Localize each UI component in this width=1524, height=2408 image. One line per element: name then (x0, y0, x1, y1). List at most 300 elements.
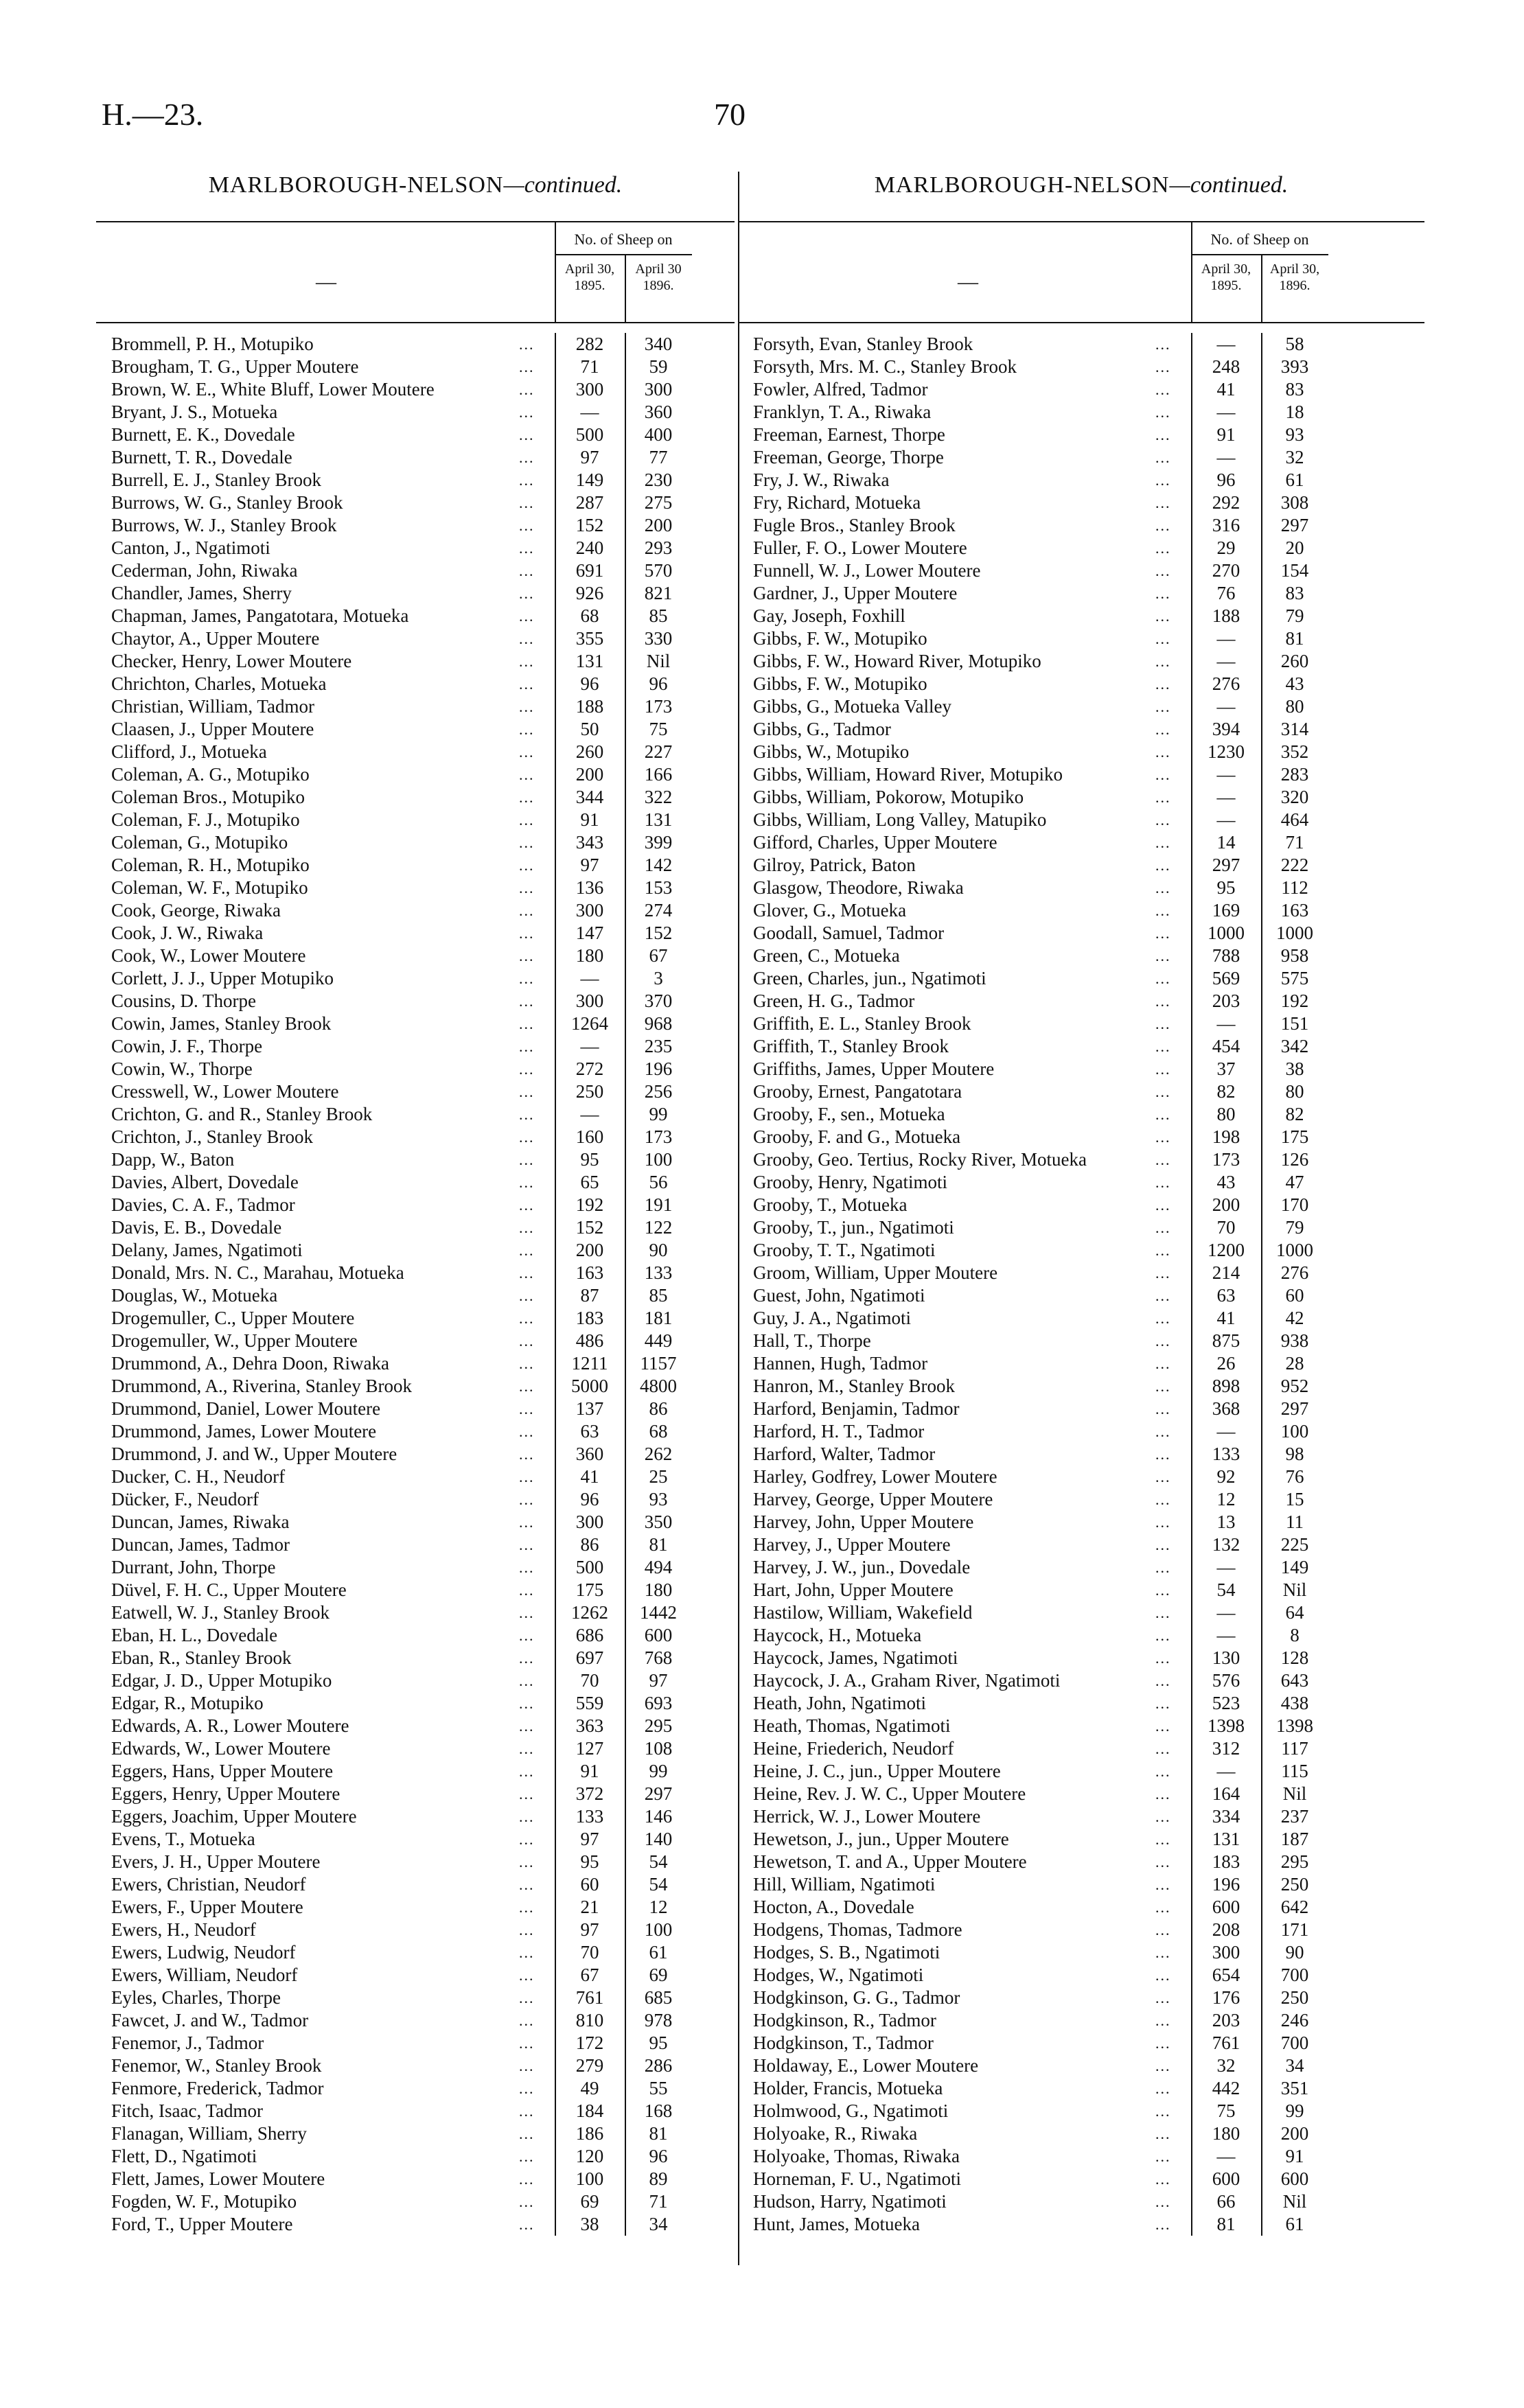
leader-dots: ... (1155, 2193, 1171, 2210)
sheep-1895: 188 (575, 696, 604, 717)
owner-name: Edwards, A. R., Lower Moutere (111, 1715, 349, 1736)
sheep-1896: 90 (649, 1240, 668, 1260)
sheep-1895: 63 (580, 1421, 599, 1442)
sheep-1895: 344 (575, 787, 604, 807)
leader-dots: ... (519, 1582, 535, 1599)
sheep-1896: 286 (644, 2055, 673, 2076)
leader-dots: ... (519, 1219, 535, 1236)
sheep-1896: 575 (1280, 968, 1309, 988)
ledger-row (96, 1692, 735, 1715)
owner-name: Chandler, James, Sherry (111, 583, 292, 603)
sheep-1896: 80 (1285, 696, 1304, 717)
ledger-row (96, 1103, 735, 1126)
ledger-row (738, 809, 1424, 831)
leader-dots: ... (519, 1763, 535, 1780)
ledger-row (96, 673, 735, 695)
leader-dots: ... (1155, 902, 1171, 919)
owner-name: Holyoake, Thomas, Riwaka (753, 2146, 960, 2166)
sheep-1896: 360 (644, 402, 673, 422)
owner-name: Heine, J. C., jun., Upper Moutere (753, 1761, 1001, 1781)
sheep-1896: 54 (649, 1851, 668, 1872)
sheep-1895: 41 (1216, 379, 1236, 400)
sheep-1896: 978 (644, 2010, 673, 2030)
sheep-1896: 42 (1285, 1308, 1304, 1328)
sheep-1896: 122 (644, 1217, 673, 1238)
ledger-row (96, 763, 735, 786)
sheep-1896: 260 (1280, 651, 1309, 671)
sheep-1896: Nil (1282, 1579, 1307, 1600)
owner-name: Edgar, R., Motupiko (111, 1693, 264, 1713)
ledger-row (96, 1851, 735, 1873)
ledger-row (738, 1828, 1424, 1851)
sheep-1895: 97 (580, 855, 599, 875)
page-number: 70 (714, 97, 746, 132)
ledger-row (96, 877, 735, 899)
sheep-1896: 370 (644, 991, 673, 1011)
ledger-row (738, 401, 1424, 424)
sheep-1895: 214 (1212, 1262, 1240, 1283)
owner-name: Clifford, J., Motueka (111, 741, 267, 762)
owner-name: Drogemuller, C., Upper Moutere (111, 1308, 355, 1328)
ledger-row (96, 2122, 735, 2145)
leader-dots: ... (519, 1423, 535, 1440)
ledger-row (738, 1601, 1424, 1624)
sheep-1896: 196 (644, 1058, 673, 1079)
ledger-row (738, 899, 1424, 922)
owner-name: Drummond, Daniel, Lower Moutere (111, 1398, 381, 1419)
sheep-1895: 761 (1212, 2033, 1240, 2053)
owner-name: Hodgens, Thomas, Tadmore (753, 1919, 962, 1940)
sheep-1896: 85 (649, 1285, 668, 1306)
ledger-row (738, 1919, 1424, 1941)
ledger-row (96, 2190, 735, 2213)
sheep-1896: 97 (649, 1670, 668, 1691)
sheep-1896: 400 (644, 424, 673, 445)
ledger-row (96, 1624, 735, 1647)
sheep-1896: 81 (649, 2123, 668, 2144)
ledger-row (738, 1964, 1424, 1987)
owner-name: Fenmore, Frederick, Tadmor (111, 2078, 324, 2098)
ledger-row (96, 424, 735, 446)
leader-dots: ... (519, 1355, 535, 1372)
ledger-row (738, 1511, 1424, 1533)
sheep-1895: 270 (1212, 560, 1240, 581)
leader-dots: ... (1155, 1491, 1171, 1508)
sheep-1896: 225 (1280, 1534, 1309, 1555)
sheep-1896: 64 (1285, 1602, 1304, 1623)
ledger-row (96, 1171, 735, 1194)
leader-dots: ... (519, 449, 535, 466)
ledger-row (738, 1330, 1424, 1352)
owner-name: Edgar, J. D., Upper Motupiko (111, 1670, 332, 1691)
ledger-row (96, 1579, 735, 1601)
ledger-row (738, 922, 1424, 945)
owner-name: Eban, R., Stanley Brook (111, 1647, 292, 1668)
owner-name: Fuller, F. O., Lower Moutere (753, 537, 967, 558)
sheep-1895: — (1216, 334, 1236, 354)
owner-name: Hall, T., Thorpe (753, 1330, 871, 1351)
sheep-1896: 100 (644, 1149, 673, 1170)
leader-dots: ... (1155, 1015, 1171, 1032)
owner-name: Fawcet, J. and W., Tadmor (111, 2010, 309, 2030)
sheep-1896: 262 (644, 1444, 673, 1464)
ledger-row (96, 1126, 735, 1148)
sheep-1895: 60 (580, 1874, 599, 1895)
leader-dots: ... (1155, 1967, 1171, 1984)
sheep-1895: 133 (1212, 1444, 1240, 1464)
sheep-1895: — (1216, 1761, 1236, 1781)
table-header (96, 221, 735, 323)
owner-name: Grooby, T. T., Ngatimoti (753, 1240, 936, 1260)
ledger-row (738, 990, 1424, 1012)
ledger-row (96, 401, 735, 424)
ledger-row (96, 899, 735, 922)
leader-dots: ... (519, 1649, 535, 1667)
owner-name: Heath, John, Ngatimoti (753, 1693, 926, 1713)
sheep-1896: 25 (649, 1466, 668, 1487)
leader-dots: ... (519, 472, 535, 489)
page-reference: H.—23. (102, 97, 204, 132)
leader-dots: ... (1155, 1378, 1171, 1395)
ledger-row (96, 1262, 735, 1284)
sheep-1895: 300 (575, 991, 604, 1011)
ledger-row (738, 333, 1424, 356)
sheep-1896: 180 (644, 1579, 673, 1600)
sheep-1896: 968 (644, 1013, 673, 1034)
ledger-row (96, 1760, 735, 1783)
sheep-1896: 55 (649, 2078, 668, 2098)
owner-name: Drummond, James, Lower Moutere (111, 1421, 377, 1442)
sheep-1896: 99 (1285, 2100, 1304, 2121)
leader-dots: ... (519, 1536, 535, 1553)
ledger-row (738, 1851, 1424, 1873)
ledger-row (96, 695, 735, 718)
sheep-1896: 83 (1285, 583, 1304, 603)
sheep-1895: 576 (1212, 1670, 1240, 1691)
header-group-label: No. of Sheep on (574, 231, 673, 248)
ledger-row (96, 537, 735, 559)
leader-dots: ... (519, 2193, 535, 2210)
ledger-row (96, 2032, 735, 2054)
owner-name: Düvel, F. H. C., Upper Moutere (111, 1579, 347, 1600)
ledger-row (738, 2122, 1424, 2145)
sheep-1895: 260 (575, 741, 604, 762)
leader-dots: ... (1155, 381, 1171, 398)
leader-dots: ... (519, 970, 535, 987)
leader-dots: ... (519, 721, 535, 738)
leader-dots: ... (1155, 585, 1171, 602)
leader-dots: ... (519, 1196, 535, 1214)
sheep-1896: 952 (1280, 1376, 1309, 1396)
sheep-1895: 81 (1216, 2214, 1236, 2234)
ledger-row (738, 2077, 1424, 2100)
sheep-1896: 54 (649, 1874, 668, 1895)
owner-name: Hastilow, William, Wakefield (753, 1602, 973, 1623)
leader-dots: ... (1155, 743, 1171, 761)
leader-dots: ... (1155, 1219, 1171, 1236)
sheep-1895: 697 (575, 1647, 604, 1668)
ledger-row (738, 967, 1424, 990)
sheep-1896: 173 (644, 696, 673, 717)
sheep-1895: 454 (1212, 1036, 1240, 1056)
owner-name: Ewers, F., Upper Moutere (111, 1897, 303, 1917)
sheep-1896: 152 (644, 923, 673, 943)
owner-name: Grooby, T., Motueka (753, 1194, 908, 1215)
ledger-row (738, 446, 1424, 469)
leader-dots: ... (519, 993, 535, 1010)
leader-dots: ... (519, 1468, 535, 1485)
left-column (96, 170, 735, 2236)
sheep-1895: 67 (580, 1965, 599, 1985)
sheep-1895: — (580, 402, 599, 422)
ledger-row (738, 718, 1424, 741)
sheep-1896: 3 (654, 968, 663, 988)
sheep-1896: 61 (649, 1942, 668, 1963)
sheep-1896: 175 (1280, 1126, 1309, 1147)
ledger-row (96, 514, 735, 537)
sheep-1896: 76 (1285, 1466, 1304, 1487)
sheep-1896: 768 (644, 1647, 673, 1668)
leader-dots: ... (519, 1151, 535, 1168)
sheep-1895: 559 (575, 1693, 604, 1713)
sheep-1895: 87 (580, 1285, 599, 1306)
sheep-1895: 152 (575, 515, 604, 535)
sheep-1895: 132 (1212, 1534, 1240, 1555)
leader-dots: ... (1155, 1083, 1171, 1100)
leader-dots: ... (1155, 1038, 1171, 1055)
owner-name: Harvey, George, Upper Moutere (753, 1489, 993, 1509)
owner-name: Evens, T., Motueka (111, 1829, 255, 1849)
owner-name: Hodges, W., Ngatimoti (753, 1965, 924, 1985)
owner-name: Cook, W., Lower Moutere (111, 945, 306, 966)
sheep-1895: 131 (575, 651, 604, 671)
ledger-row (96, 2213, 735, 2236)
sheep-1896: 75 (649, 719, 668, 739)
ledger-row (738, 1692, 1424, 1715)
sheep-1896: 12 (649, 1897, 668, 1917)
owner-name: Heath, Thomas, Ngatimoti (753, 1715, 951, 1736)
sheep-1896: 89 (649, 2168, 668, 2189)
owner-name: Ewers, H., Neudorf (111, 1919, 256, 1940)
sheep-1896: 237 (1280, 1806, 1309, 1827)
sheep-1896: 1157 (640, 1353, 677, 1374)
ledger-row (96, 831, 735, 854)
ledger-row (738, 1805, 1424, 1828)
leader-dots: ... (1155, 1264, 1171, 1282)
sheep-1896: 67 (649, 945, 668, 966)
ledger-row (738, 877, 1424, 899)
sheep-1896: 297 (1280, 1398, 1309, 1419)
ledger-row (96, 2100, 735, 2122)
owner-name: Holyoake, R., Riwaka (753, 2123, 918, 2144)
sheep-1895: — (580, 1036, 599, 1056)
leader-dots: ... (1155, 2012, 1171, 2029)
leader-dots: ... (519, 336, 535, 353)
ledger-row (96, 1896, 735, 1919)
leader-dots: ... (519, 857, 535, 874)
sheep-1896: 322 (644, 787, 673, 807)
leader-dots: ... (1155, 2170, 1171, 2188)
leader-dots: ... (519, 947, 535, 964)
owner-name: Gibbs, William, Pokorow, Motupiko (753, 787, 1024, 807)
owner-name: Hart, John, Upper Moutere (753, 1579, 954, 1600)
ledger-row (738, 1466, 1424, 1488)
ledger-row (96, 650, 735, 673)
header-rule (555, 254, 692, 255)
sheep-1895: 500 (575, 1557, 604, 1577)
sheep-1895: 276 (1212, 673, 1240, 694)
leader-dots: ... (1155, 721, 1171, 738)
sheep-1895: 169 (1212, 900, 1240, 921)
sheep-1895: 14 (1216, 832, 1236, 853)
owner-name: Franklyn, T. A., Riwaka (753, 402, 932, 422)
owner-name: Gibbs, F. W., Howard River, Motupiko (753, 651, 1041, 671)
leader-dots: ... (1155, 1061, 1171, 1078)
ledger-row (738, 1398, 1424, 1420)
owner-name: Hanron, M., Stanley Brook (753, 1376, 955, 1396)
sheep-1895: 96 (580, 673, 599, 694)
leader-dots: ... (519, 1899, 535, 1916)
leader-dots: ... (1155, 1763, 1171, 1780)
leader-dots: ... (519, 1695, 535, 1712)
owner-name: Forsyth, Mrs. M. C., Stanley Brook (753, 356, 1017, 377)
sheep-1895: 54 (1216, 1579, 1236, 1600)
leader-dots: ... (519, 1627, 535, 1644)
ledger-row (738, 695, 1424, 718)
leader-dots: ... (519, 925, 535, 942)
ledger-row (738, 2009, 1424, 2032)
sheep-1896: 342 (1280, 1036, 1309, 1056)
sheep-1896: 133 (644, 1262, 673, 1283)
sheep-1896: 68 (649, 1421, 668, 1442)
sheep-1895: 192 (575, 1194, 604, 1215)
sheep-1895: 442 (1212, 2078, 1240, 2098)
leader-dots: ... (1155, 449, 1171, 466)
owner-name: Haycock, H., Motueka (753, 1625, 922, 1645)
ledger-row (96, 627, 735, 650)
ledger-row (96, 1556, 735, 1579)
owner-name: Brommell, P. H., Motupiko (111, 334, 314, 354)
owner-name: Donald, Mrs. N. C., Marahau, Motueka (111, 1262, 404, 1283)
sheep-1896: 95 (649, 2033, 668, 2053)
sheep-1896: 15 (1285, 1489, 1304, 1509)
owner-name: Corlett, J. J., Upper Motupiko (111, 968, 334, 988)
sheep-1895: — (1216, 764, 1236, 785)
owner-name: Hunt, James, Motueka (753, 2214, 920, 2234)
ledger-row (738, 1216, 1424, 1239)
leader-dots: ... (519, 1128, 535, 1146)
leader-dots: ... (519, 1083, 535, 1100)
sheep-1895: 147 (575, 923, 604, 943)
ledger-row (738, 1103, 1424, 1126)
sheep-1895: 368 (1212, 1398, 1240, 1419)
table-title-suffix: —continued. (503, 172, 623, 198)
ledger-row (96, 1669, 735, 1692)
leader-dots: ... (519, 811, 535, 829)
sheep-1896: 131 (644, 809, 673, 830)
leader-dots: ... (1155, 1332, 1171, 1350)
ledger-row (96, 582, 735, 605)
sheep-1895: 86 (580, 1534, 599, 1555)
sheep-1896: 82 (1285, 1104, 1304, 1124)
leader-dots: ... (519, 902, 535, 919)
leader-dots: ... (519, 1559, 535, 1576)
sheep-1896: 154 (1280, 560, 1309, 581)
table-title-main: MARLBOROUGH-NELSON (208, 172, 504, 198)
owner-name: Green, Charles, jun., Ngatimoti (753, 968, 986, 988)
sheep-1895: 654 (1212, 1965, 1240, 1985)
sheep-1896: 71 (649, 2191, 668, 2212)
owner-name: Gardner, J., Upper Moutere (753, 583, 958, 603)
leader-dots: ... (1155, 1128, 1171, 1146)
owner-name: Durrant, John, Thorpe (111, 1557, 276, 1577)
sheep-1896: 821 (644, 583, 673, 603)
owner-name: Hodgkinson, R., Tadmor (753, 2010, 936, 2030)
sheep-1896: 149 (1280, 1557, 1309, 1577)
ledger-row (96, 1941, 735, 1964)
sheep-1896: 308 (1280, 492, 1309, 513)
sheep-1895: 37 (1216, 1058, 1236, 1079)
ledger-row (96, 1307, 735, 1330)
sheep-1896: 320 (1280, 787, 1309, 807)
sheep-1895: 76 (1216, 583, 1236, 603)
sheep-1896: 700 (1280, 1965, 1309, 1985)
owner-name: Griffiths, James, Upper Moutere (753, 1058, 995, 1079)
sheep-1895: 203 (1212, 991, 1240, 1011)
sheep-1895: — (1216, 628, 1236, 649)
owner-name: Grooby, F., sen., Motueka (753, 1104, 945, 1124)
leader-dots: ... (519, 1491, 535, 1508)
right-column (738, 170, 1424, 2236)
owner-name: Christian, William, Tadmor (111, 696, 314, 717)
ledger-row (96, 1398, 735, 1420)
sheep-1895: 5000 (571, 1376, 608, 1396)
leader-dots: ... (1155, 1740, 1171, 1757)
ledger-rows (738, 333, 1424, 2236)
sheep-1896: 600 (644, 1625, 673, 1645)
sheep-1895: 120 (575, 2146, 604, 2166)
sheep-1896: 1398 (1276, 1715, 1313, 1736)
sheep-1895: 569 (1212, 968, 1240, 988)
leader-dots: ... (1155, 2035, 1171, 2052)
leader-dots: ... (519, 381, 535, 398)
sheep-1896: 96 (649, 673, 668, 694)
ledger-row (96, 2145, 735, 2168)
sheep-1895: 300 (575, 1512, 604, 1532)
sheep-1895: 38 (580, 2214, 599, 2234)
table-title (96, 170, 735, 200)
owner-name: Gibbs, W., Motupiko (753, 741, 910, 762)
sheep-1896: 80 (1285, 1081, 1304, 1102)
sheep-1896: 58 (1285, 334, 1304, 354)
ledger-row (96, 1601, 735, 1624)
ledger-row (96, 605, 735, 627)
leader-dots: ... (519, 1332, 535, 1350)
ledger-row (738, 1352, 1424, 1375)
owner-name: Canton, J., Ngatimoti (111, 537, 270, 558)
ledger-row (96, 1375, 735, 1398)
sheep-1895: — (580, 1104, 599, 1124)
sheep-1896: 494 (644, 1557, 673, 1577)
leader-dots: ... (1155, 1355, 1171, 1372)
owner-name: Duncan, James, Tadmor (111, 1534, 290, 1555)
owner-name: Gilroy, Patrick, Baton (753, 855, 916, 875)
leader-dots: ... (519, 517, 535, 534)
owner-name: Harvey, John, Upper Moutere (753, 1512, 974, 1532)
sheep-1896: 69 (649, 1965, 668, 1985)
owner-name: Gibbs, F. W., Motupiko (753, 673, 927, 694)
sheep-1896: 43 (1285, 673, 1304, 694)
